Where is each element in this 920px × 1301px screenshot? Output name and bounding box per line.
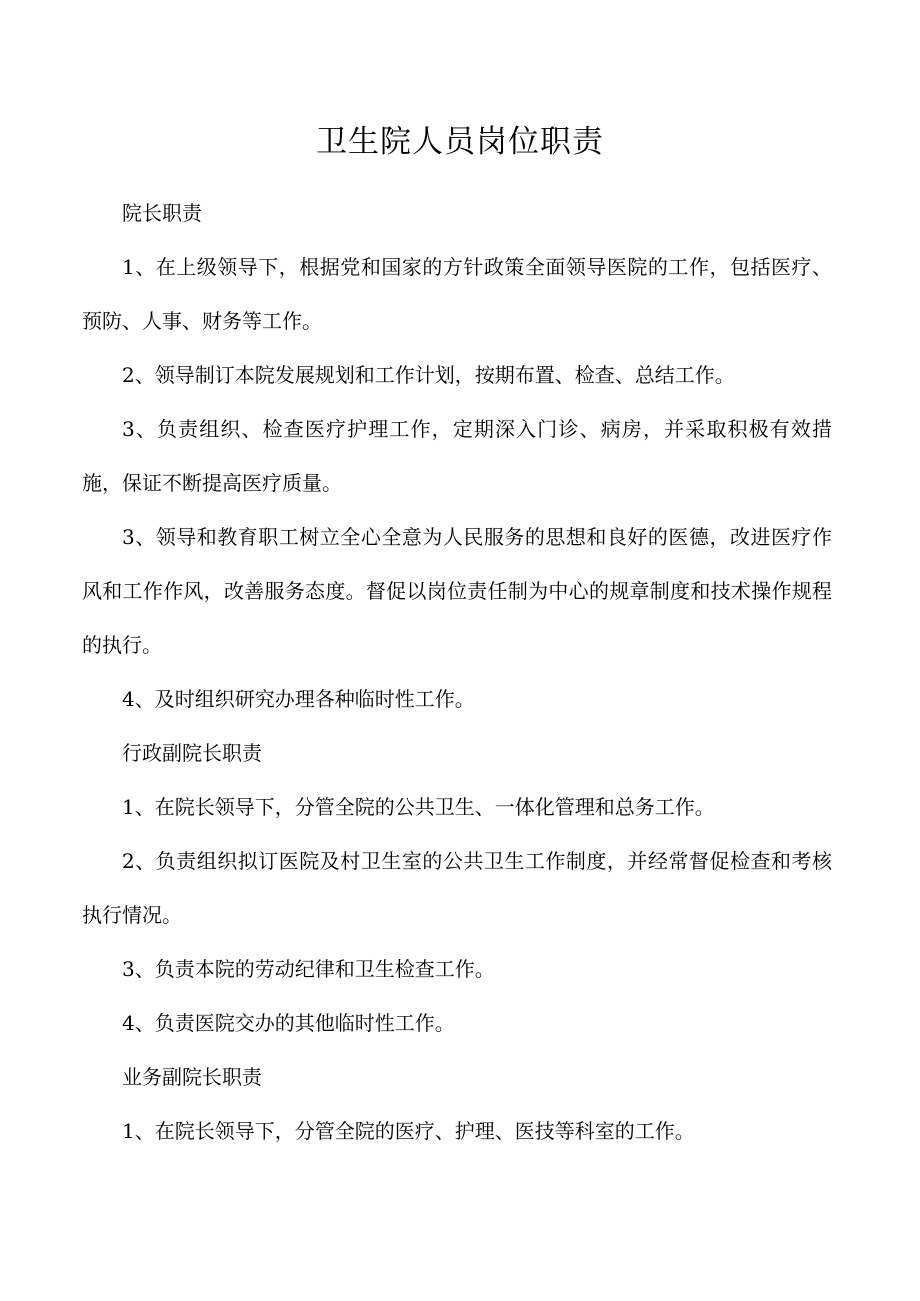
section-admin-vice-president-duties	[82, 726, 832, 1050]
duty-item: 4、及时组织研究办理各种临时性工作。	[122, 687, 475, 711]
page-title: 卫生院人员岗位职责	[316, 124, 604, 160]
duty-item: 4、负责医院交办的其他临时性工作。	[122, 1011, 455, 1035]
duty-item: 3、负责组织、检查医疗护理工作，定期深入门诊、病房，并采取积极有效措施，保证不断提高医疗质量。	[82, 417, 832, 495]
section-heading: 业务副院长职责	[122, 1065, 262, 1089]
duty-item: 1、在院长领导下，分管全院的医疗、护理、医技等科室的工作。	[122, 1119, 695, 1143]
duty-item: 3、负责本院的劳动纪律和卫生检查工作。	[122, 957, 495, 981]
section-president-duties	[82, 186, 832, 726]
section-medical-vice-president-duties	[82, 1050, 832, 1158]
duty-item: 1、在院长领导下，分管全院的公共卫生、一体化管理和总务工作。	[122, 795, 715, 819]
section-heading: 院长职责	[122, 201, 202, 225]
duty-item: 1、在上级领导下，根据党和国家的方针政策全面领导医院的工作，包括医疗、预防、人事、财务等工作。	[82, 255, 832, 333]
document-body	[82, 186, 832, 1158]
section-heading: 行政副院长职责	[122, 741, 262, 765]
duty-item: 2、负责组织拟订医院及村卫生室的公共卫生工作制度，并经常督促检查和考核执行情况。	[82, 849, 832, 927]
duty-item: 2、领导制订本院发展规划和工作计划，按期布置、检查、总结工作。	[122, 363, 735, 387]
duty-item: 3、领导和教育职工树立全心全意为人民服务的思想和良好的医德，改进医疗作风和工作作风，改善服务态度。督促以岗位责任制为中心的规章制度和技术操作规程的执行。	[82, 525, 832, 657]
